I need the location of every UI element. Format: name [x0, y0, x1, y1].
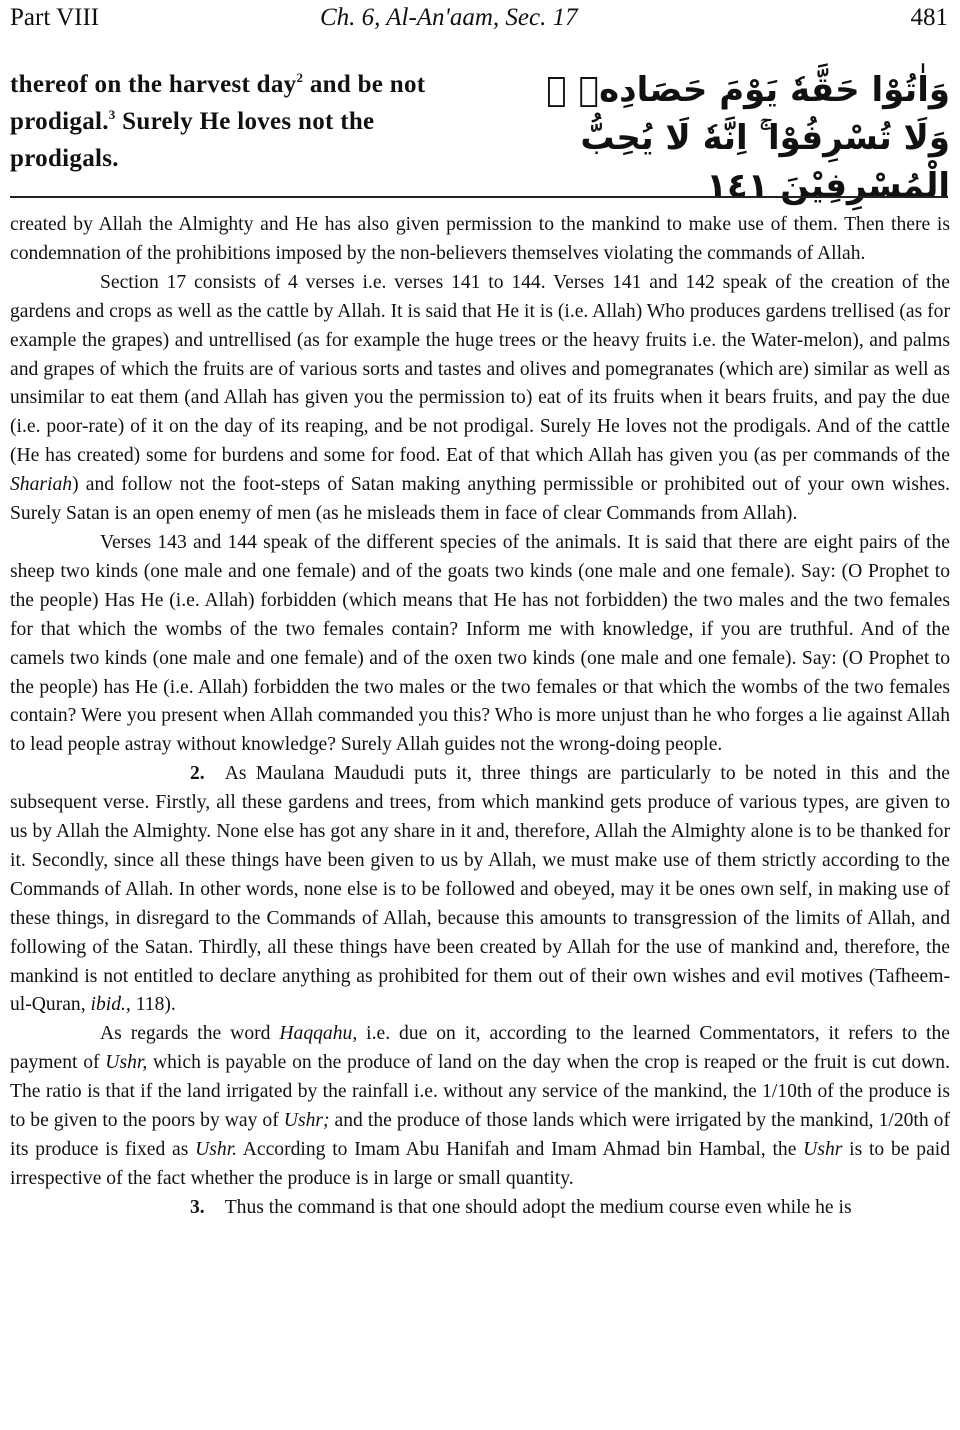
italic-term: Ushr;: [283, 1110, 330, 1132]
paragraph-text: ) and follow not the foot-steps of Satan making anything permissible or prohibited out of your own wishes. Surely Satan is an open enemy of men (as he misleads them in face of clear Commands from Allah).: [10, 474, 950, 525]
part-label: Part VIII: [10, 4, 100, 31]
paragraph-text: and the produce of those lands which were irrigated by the mankind, 1/20th of its produce is fixed as: [10, 1110, 950, 1160]
verse-text-part: and be not prodigal.: [10, 71, 426, 135]
chapter-title: Ch. 6, Al-An'aam, Sec. 17: [320, 4, 578, 31]
footnote-2: [10, 760, 950, 1020]
italic-term: Haqqahu,: [279, 1023, 358, 1045]
paragraph-text: i.e. due on it, according to the learned Commentators, it refers to the payment of: [10, 1023, 950, 1074]
footnote-3: [10, 1194, 950, 1223]
italic-term: Ushr,: [105, 1052, 148, 1074]
verse-text-part: thereof on the harvest day: [10, 71, 297, 98]
arabic-line: وَاٰتُوْا حَقَّهٗ يَوْمَ حَصَادِهٖ ۖ: [546, 70, 950, 110]
paragraph: created by Allah the Almighty and He has also given permission to the mankind to make use of them. Then there is condemnation of the prohibitions imposed by the non-believers themselves violating the commands of Allah.: [10, 214, 950, 264]
paragraph: [10, 269, 950, 529]
paragraph-text: is to be paid irrespective of the fact whether the produce is in large or small quantity.: [10, 1139, 951, 1189]
paragraph: Verses 143 and 144 speak of the different species of the animals. It is said that there are eight pairs of the sheep two kinds (one male and one female) and of the goats two kinds (one male and one female). Say: (O Prophet to the people) Has He (i.e. Allah) forbidden (which means that He has not forbidden) the two males and the two females for that which the wombs of the two females contain? Inform me with knowledge, if you are truthful. And of the camels two kinds (one male and one female) and of the oxen two kinds (one male and one female). Say: (O Prophet to the people) has He (i.e. Allah) forbidden the two males or the two females or that which the wombs of the two females contain? Were you present when Allah commanded you this? Who is more unjust than he who forges a lie against Allah to lead people astray without knowledge? Surely Allah guides not the wrong-doing people.: [10, 531, 950, 756]
running-header: [10, 4, 948, 36]
paragraph-text: Thus the command is that one should adopt the medium course even while he is: [224, 1196, 852, 1218]
arabic-line: وَلَا تُسْرِفُوْا ۚ اِنَّهٗ لَا يُحِبُّ الْمُسْرِفِيْنَ ١٤١: [580, 118, 950, 206]
italic-term: Shariah: [10, 474, 73, 496]
footnote-marker-3: 3: [108, 107, 116, 122]
italic-term: Ushr: [803, 1139, 843, 1160]
paragraph: [10, 1020, 950, 1193]
footnote-number: 2.: [190, 763, 205, 785]
verse-translation: [10, 66, 430, 177]
paragraph-text: which is payable on the produce of land on the day when the crop is reaped or the fruit is cut down. The ratio is that if the land irrigated by the rainfall i.e. without any service of the mankind, the 1/10th of the produce is to be given to the poors by way of: [10, 1052, 950, 1132]
paragraph-text: Section 17 consists of 4 verses i.e. verses 141 to 144. Verses 141 and 142 speak of the creation of the gardens and crops as well as the cattle by Allah. It is said that He it is (i.e. Allah) Who produces gardens trellised (as for example the grapes) and untrellised (as for example the huge trees or the heavy fruits i.e. the Water-melon), and palms and grapes of which the fruits are of various sorts and tastes and olives and pomegranates (which are) similar as well as unsimilar to eat them (and Allah has given you the permission to) eat of its fruits when it bears fruits, and pay the due (i.e. poor-rate) of it on the day of its reaping, and be not prodigal. Surely He loves not the prodigals. And of the cattle (He has created) some for burdens and some for food. Eat of that which Allah has given you (as per commands of the: [10, 271, 950, 467]
footnote-marker-2: 2: [296, 70, 304, 85]
italic-term: ibid.,: [90, 994, 131, 1016]
paragraph-text: As regards the word: [100, 1023, 280, 1045]
paragraph-text: According to Imam Abu Hanifah and Imam Ahmad bin Hambal, the: [237, 1139, 804, 1160]
arabic-verse: [460, 66, 950, 210]
paragraph-text: 118).: [130, 994, 176, 1016]
footnote-number: 3.: [190, 1196, 205, 1218]
verse-text-part: Surely He loves not the prodigals.: [10, 108, 375, 172]
paragraph-text: As Maulana Maududi puts it, three things are particularly to be noted in this and the subsequent verse. Firstly, all these gardens and trees, from which mankind gets produce of various types, are given to us by Allah the Almighty. None else has got any share in it and, therefore, Allah the Almighty alone is to be thanked for it. Secondly, since all these things have been given to us by Allah, we must make use of them strictly according to the Commands of Allah. In other words, none else is to be followed and obeyed, may it be ones own self, in making use of these things, in disregard to the Commands of Allah, because this amounts to transgression of the limits of Allah, and following of the Satan. Thirdly, all these things have been created by Allah for the use of mankind and, therefore, the mankind is not entitled to declare anything as prohibited for them out of their own wishes and evil motives (Tafheem-ul-Quran,: [10, 763, 950, 1016]
commentary-body: [10, 211, 950, 1223]
italic-term: Ushr.: [195, 1139, 238, 1160]
header-divider: [10, 196, 948, 198]
page-number: 481: [910, 4, 948, 31]
